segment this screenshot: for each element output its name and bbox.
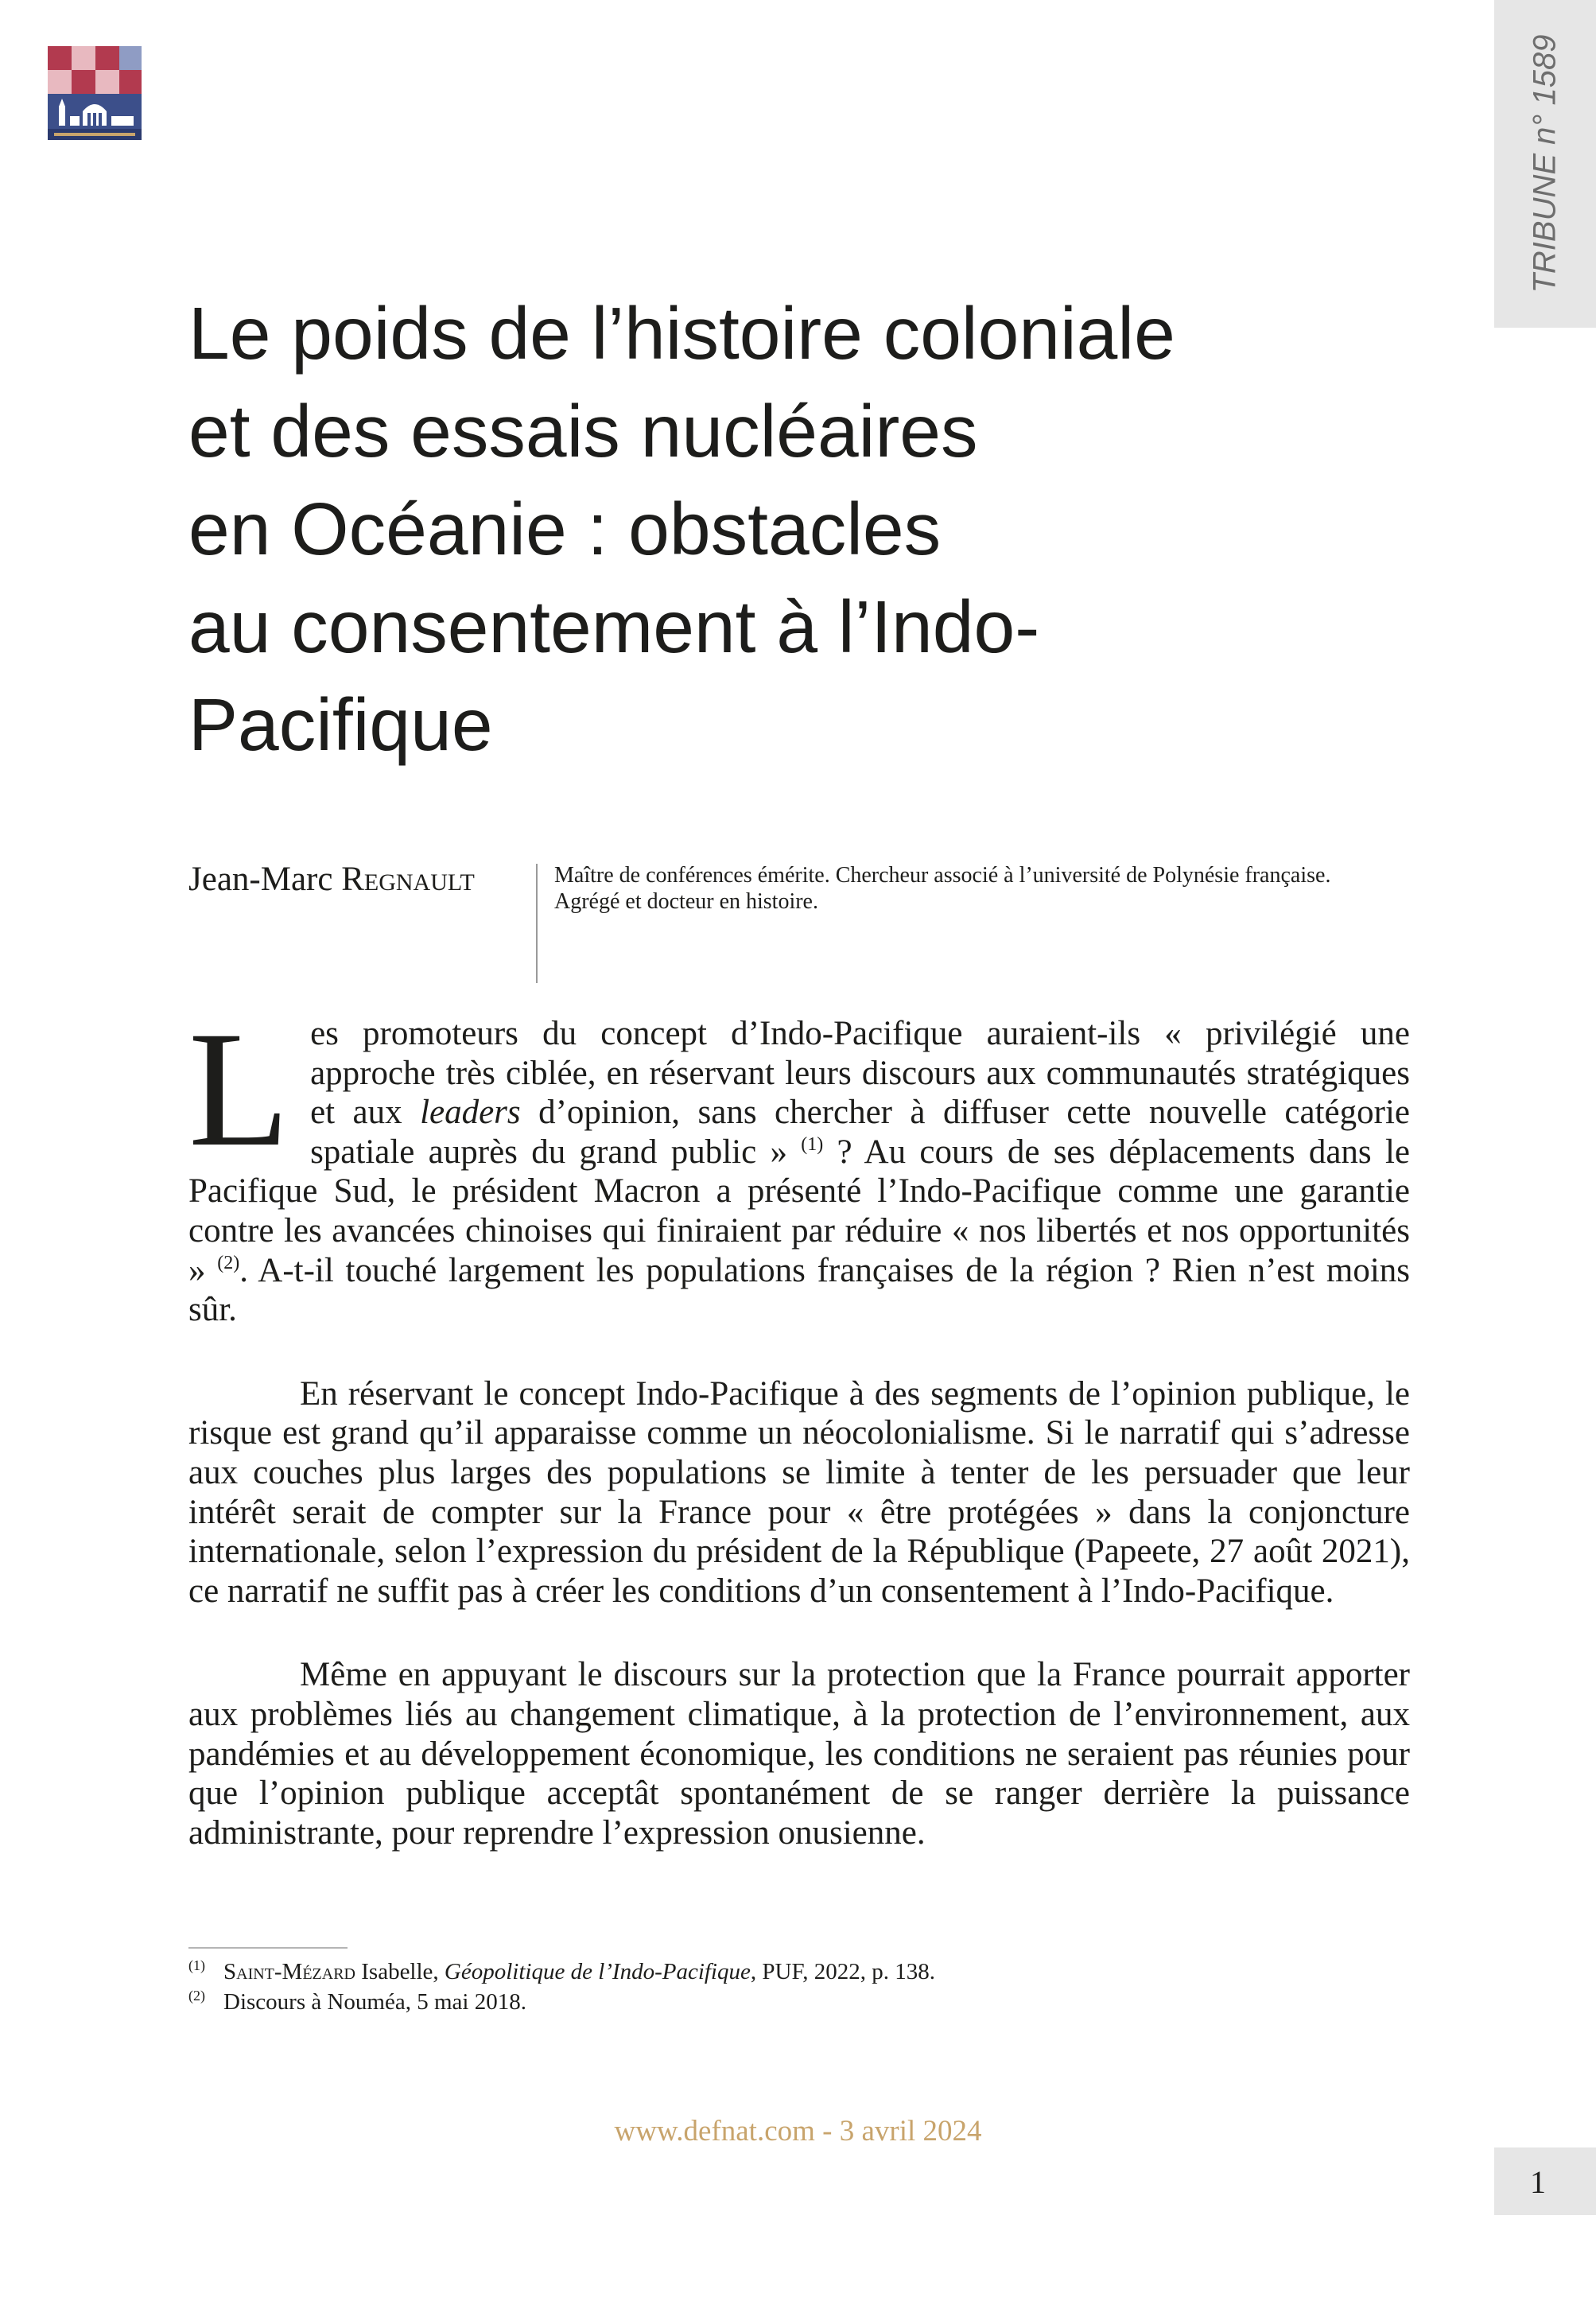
author-first-name: Jean-Marc <box>188 861 333 898</box>
footnote-2 <box>188 1987 1302 2017</box>
footnote-ref-2[interactable]: (2) <box>217 1252 240 1273</box>
footnote-work: Géopolitique de l’Indo-Pacifique <box>444 1959 751 1984</box>
author-divider <box>536 864 538 983</box>
author-bio-line: Agrégé et docteur en histoire. <box>554 889 818 914</box>
paragraph-2: En réservant le concept Indo-Pacifique à des segments de l’opinion publique, le risque est grand qu’il apparaisse comme un néocolonialisme. Si le narratif qui s’adresse aux couches plus larges des populations se limite à tenter de les persuader que leur intérêt serait de compter sur la France pour « être protégées » dans la conjoncture internationale, selon l’expression du président de la République (Papeete, 27 août 2021), ce narratif ne suffit pas à créer les conditions d’un consentement à l’Indo-Pacifique. <box>188 1374 1410 1610</box>
tribune-label: TRIBUNE n° 1589 <box>1527 34 1563 293</box>
title-line: Pacifique <box>188 683 493 766</box>
footnote-text: Discours à Nouméa, 5 mai 2018. <box>223 1989 526 2015</box>
article-body <box>188 997 1411 1897</box>
footer-url-date[interactable]: www.defnat.com - 3 avril 2024 <box>614 2115 982 2147</box>
author-bio <box>554 862 1413 915</box>
page-number-tab <box>1494 2147 1596 2215</box>
author-bio-line: Maître de conférences émérite. Chercheur associé à l’université de Polynésie française. <box>554 863 1331 888</box>
title-line: Le poids de l’histoire coloniale <box>188 292 1175 375</box>
footnote-rest: , PUF, 2022, p. 138. <box>750 1959 936 1984</box>
tribune-tab <box>1494 0 1596 328</box>
emphasis: leaders <box>420 1094 521 1132</box>
paragraph-text: es promoteurs du concept d’Indo-Pacifique auraient-ils « privilégié une approche très ciblée, en réservant leurs discours aux communautés stratégiques et aux <box>310 1015 1410 1132</box>
footnotes <box>188 1957 1302 2017</box>
paragraph-text: ? Au cours de ses déplacements dans le Pacifique Sud, le président Macron a présenté l’Indo-Pacifique comme une garantie contre les avancées chinoises qui finiraient par réduire « nos libertés et nos opportunités » <box>188 1133 1410 1289</box>
logo <box>48 46 142 140</box>
footnote-author: Saint-Mézard <box>223 1959 355 1984</box>
paragraph-1 <box>188 997 1411 1330</box>
page-number: 1 <box>1530 2164 1546 2200</box>
title-line: au consentement à l’Indo- <box>188 585 1040 668</box>
defense-nationale-logo-icon <box>48 46 142 140</box>
footnote-number: (2) <box>188 1988 205 2004</box>
title-line: et des essais nucléaires <box>188 390 978 472</box>
footnote-number: (1) <box>188 1957 205 1973</box>
drop-cap: L <box>188 997 290 1180</box>
title-line: en Océanie : obstacles <box>188 488 942 570</box>
page-title <box>188 285 1349 774</box>
footnote-divider <box>188 1947 348 1949</box>
paragraph-3: Même en appuyant le discours sur la protection que la France pourrait apporter aux problèmes liés au changement climatique, à la protection de l’environnement, aux pandémies et au développement économique, les conditions ne seraient pas réunies pour que l’opinion publique acceptât spontanément de se ranger derrière la puissance administrante, pour reprendre l’expression onusienne. <box>188 1656 1410 1852</box>
footnote-1 <box>188 1957 1302 1987</box>
paragraph-text: d’opinion, sans chercher à diffuser cette nouvelle catégorie spatiale auprès du grand public » <box>310 1094 1410 1171</box>
footnote-author-first: Isabelle, <box>355 1959 445 1984</box>
paragraph-text: . A-t-il touché largement les populations françaises de la région ? Rien n’est moins sûr. <box>188 1251 1411 1329</box>
footnote-ref-1[interactable]: (1) <box>801 1133 824 1155</box>
author-last-name: Regnault <box>341 861 475 898</box>
author-name <box>188 859 475 900</box>
